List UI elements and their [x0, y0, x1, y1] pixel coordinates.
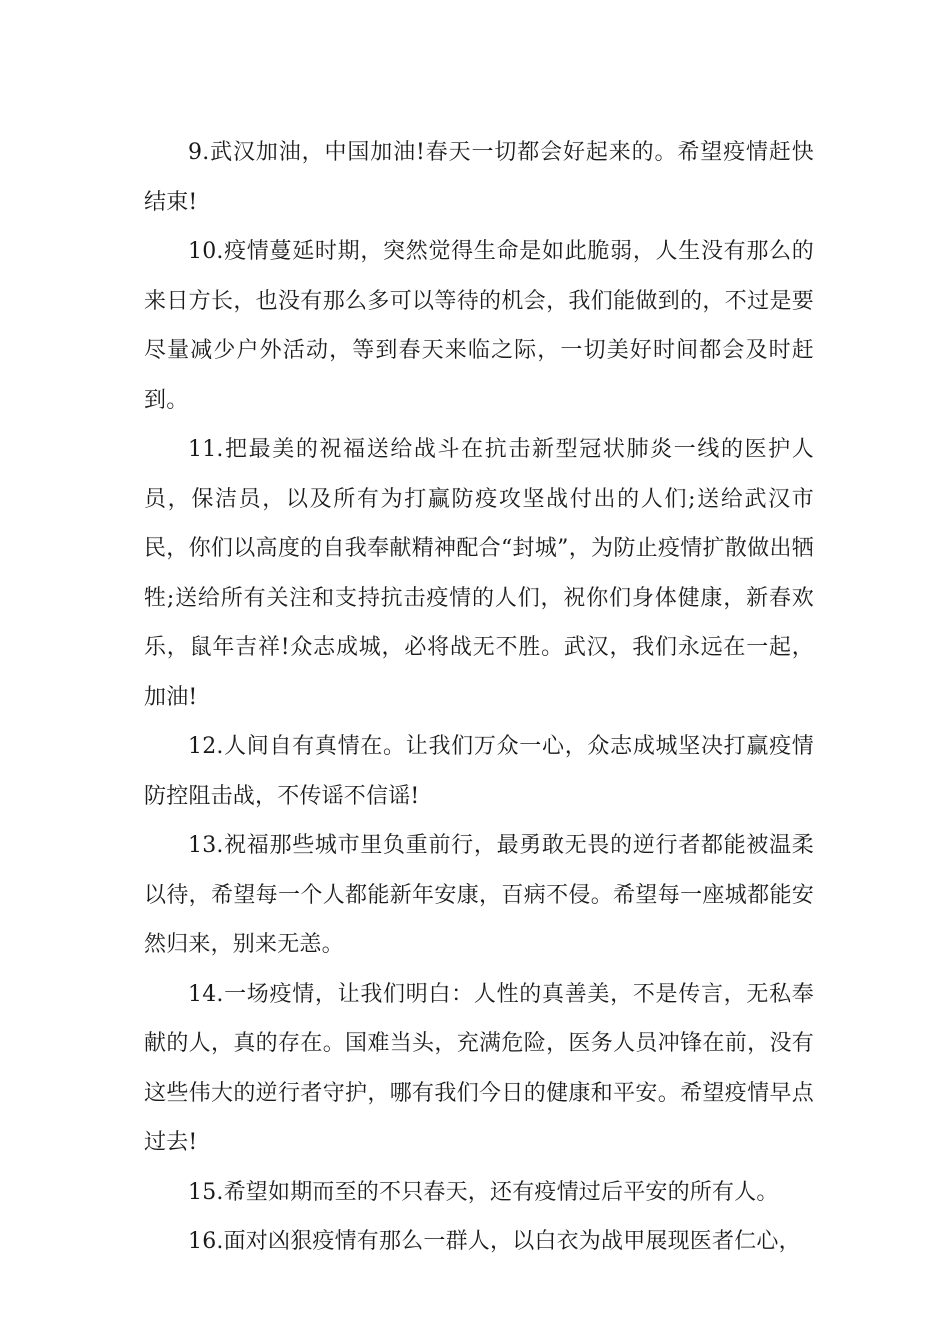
- paragraph-13: 13.祝福那些城市里负重前行，最勇敢无畏的逆行者都能被温柔以待，希望每一个人都能新年安康，百病不侵。希望每一座城都能安然归来，别来无恙。: [144, 833, 814, 957]
- paragraph-11: 11.把最美的祝福送给战斗在抗击新型冠状肺炎一线的医护人员，保洁员，以及所有为打赢防疫攻坚战付出的人们;送给武汉市民，你们以高度的自我奉献精神配合“封城”，为防止疫情扩散做出牺牲;送给所有关注和支持抗击疫情的人们，祝你们身体健康，新春欢乐，鼠年吉祥!众志成城，必将战无不胜。武汉，我们永远在一起，加油!: [144, 437, 814, 710]
- document-body: [144, 128, 814, 1267]
- paragraph-15: 15.希望如期而至的不只春天，还有疫情过后平安的所有人。: [188, 1179, 779, 1205]
- paragraph-9: 9.武汉加油，中国加油!春天一切都会好起来的。希望疫情赶快结束!: [144, 140, 814, 215]
- paragraph-10: 10.疫情蔓延时期，突然觉得生命是如此脆弱，人生没有那么的来日方长，也没有那么多可以等待的机会，我们能做到的，不过是要尽量减少户外活动，等到春天来临之际，一切美好时间都会及时赶到。: [144, 239, 814, 413]
- paragraph-12: 12.人间自有真情在。让我们万众一心，众志成城坚决打赢疫情防控阻击战，不传谣不信谣!: [144, 734, 814, 809]
- paragraph-16: 16.面对凶狠疫情有那么一群人，以白衣为战甲展现医者仁心，: [188, 1229, 801, 1254]
- paragraph-14: 14.一场疫情，让我们明白：人性的真善美，不是传言，无私奉献的人，真的存在。国难当头，充满危险，医务人员冲锋在前，没有这些伟大的逆行者守护，哪有我们今日的健康和平安。希望疫情早点过去!: [144, 981, 814, 1155]
